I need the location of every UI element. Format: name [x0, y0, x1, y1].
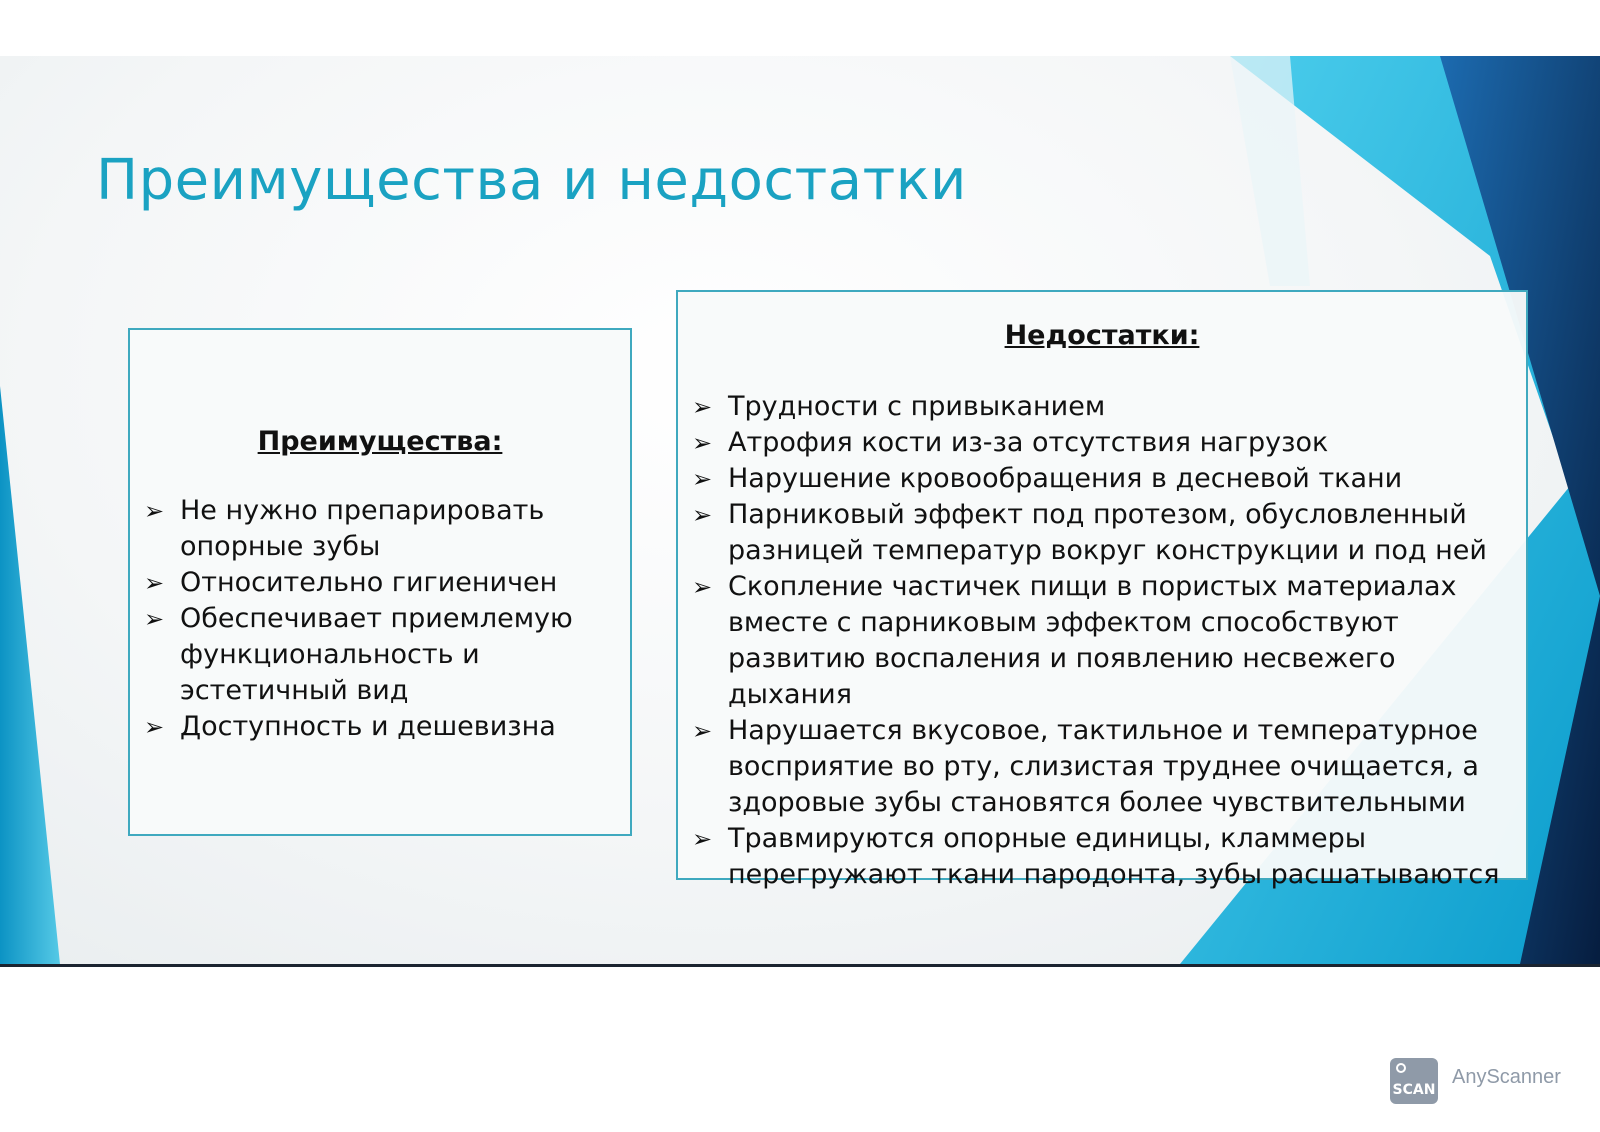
list-item-text: Атрофия кости из-за отсутствия нагрузок: [728, 427, 1329, 458]
arrow-bullet-icon: ➢: [692, 717, 713, 745]
arrow-bullet-icon: ➢: [144, 605, 165, 633]
scanner-logo-icon: [1390, 1058, 1438, 1104]
slide-title: Преимущества и недостатки: [96, 148, 967, 213]
list-item-text: Нарушение кровообращения в десневой ткани: [728, 463, 1403, 494]
list-item: [144, 709, 620, 745]
list-item: [692, 389, 1518, 425]
list-item: [692, 821, 1518, 893]
arrow-bullet-icon: ➢: [692, 429, 713, 457]
disadvantages-list: [678, 389, 1526, 893]
list-item-text: Трудности с привыканием: [728, 391, 1106, 422]
list-item-text: Нарушается вкусовое, тактильное и температурное восприятие во рту, слизистая труднее очищается, а здоровые зубы становятся более чувствительными: [728, 715, 1479, 818]
logo-dot: [1396, 1063, 1406, 1073]
list-item: [692, 425, 1518, 461]
disadvantages-box: [676, 290, 1528, 890]
advantages-list: [130, 493, 630, 745]
advantages-box: [128, 328, 632, 836]
slide: [0, 56, 1600, 967]
list-item-text: Травмируются опорные единицы, кламмеры перегружают ткани пародонта, зубы расшатываются: [728, 823, 1500, 890]
advantages-heading: Преимущества:: [257, 426, 503, 457]
list-item: [692, 569, 1518, 713]
arrow-bullet-icon: ➢: [144, 497, 165, 525]
cyan-left-shape: [0, 386, 60, 964]
arrow-bullet-icon: ➢: [692, 573, 713, 601]
arrow-bullet-icon: ➢: [692, 393, 713, 421]
list-item-text: Парниковый эффект под протезом, обусловленный разницей температур вокруг конструкции и под ней: [728, 499, 1487, 566]
list-item-text: Не нужно препарировать опорные зубы: [180, 495, 545, 562]
disadvantages-heading: Недостатки:: [1004, 320, 1200, 351]
list-item: [144, 493, 620, 565]
list-item: [692, 713, 1518, 821]
list-item: [692, 497, 1518, 569]
list-item-text: Относительно гигиеничен: [180, 567, 558, 598]
arrow-bullet-icon: ➢: [144, 569, 165, 597]
arrow-bullet-icon: ➢: [692, 501, 713, 529]
list-item: [144, 565, 620, 601]
arrow-bullet-icon: ➢: [692, 465, 713, 493]
logo-text: SCAN: [1392, 1082, 1436, 1098]
list-item: [144, 601, 620, 709]
brand-watermark: AnyScanner: [1452, 1066, 1561, 1088]
arrow-bullet-icon: ➢: [692, 825, 713, 853]
list-item-text: Скопление частичек пищи в пористых материалах вместе с парниковым эффектом способствуют развитию воспаления и появлению несвежего дыхания: [728, 571, 1457, 710]
list-item: [692, 461, 1518, 497]
list-item-text: Доступность и дешевизна: [180, 711, 556, 742]
list-item-text: Обеспечивает приемлемую функциональность и эстетичный вид: [180, 603, 573, 706]
arrow-bullet-icon: ➢: [144, 713, 165, 741]
